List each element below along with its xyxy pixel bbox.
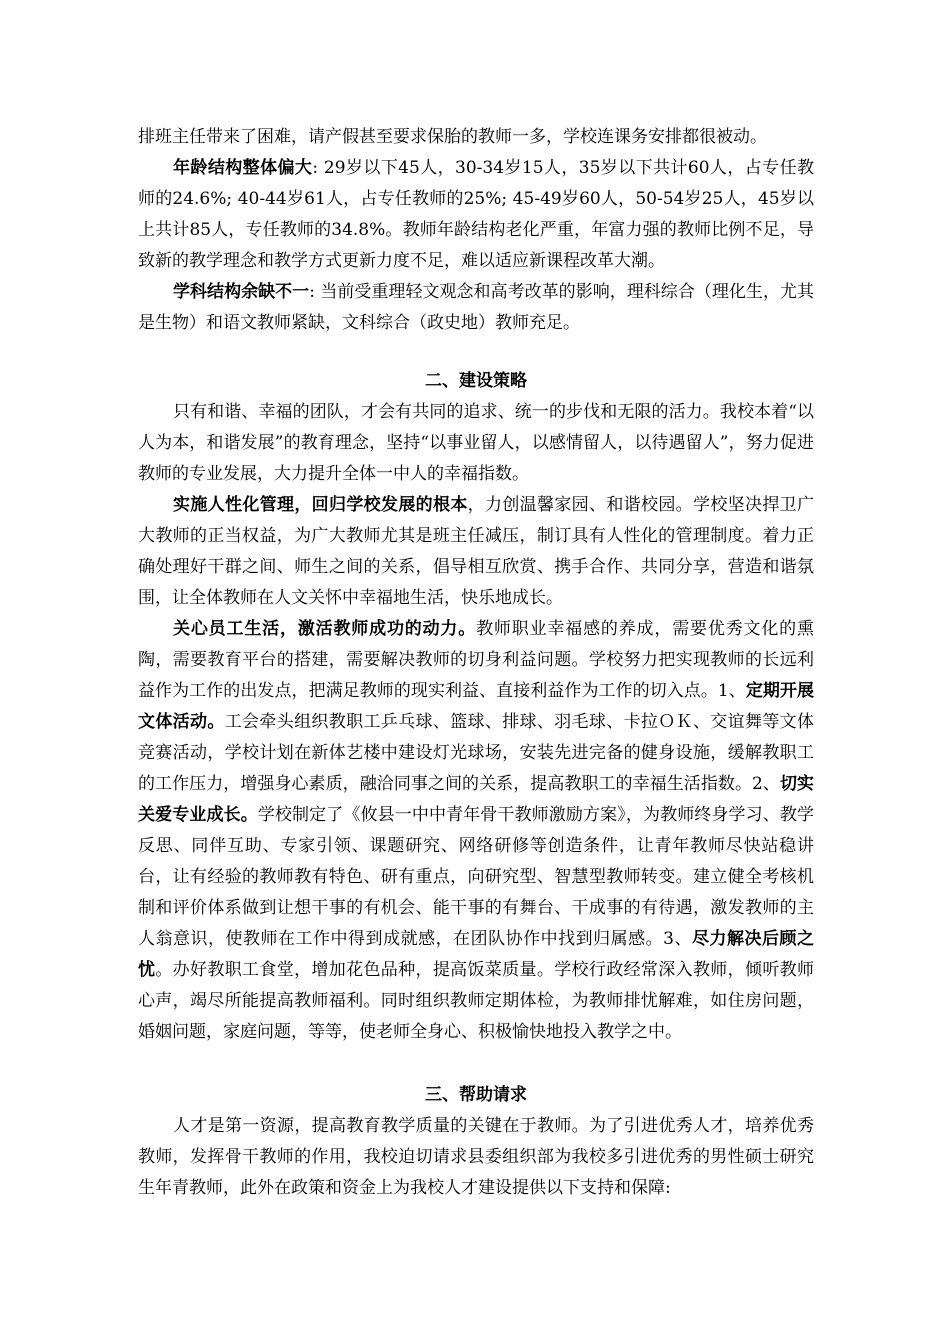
- worries-text: 。办好教职工食堂，增加花色品种，提高饭菜质量。学校行政经常深入教师，倾听教师心声，竭尽所能提高教师福利。同时组织教师定期体检，为教师排忧解难，如住房问题，婚姻问题，家庭问题，等等，使老师全身心、积极愉快地投入教学之中。: [138, 960, 814, 1042]
- humanized-management-lead: 实施人性化管理，回归学校发展的根本: [173, 495, 468, 515]
- intro-paragraph: [138, 122, 814, 153]
- humanized-management-paragraph: [138, 490, 814, 614]
- help-request-paragraph: [138, 1111, 814, 1204]
- help-request-text: 人才是第一资源，提高教育教学质量的关键在于教师。为了引进优秀人才，培养优秀教师，发挥骨干教师的作用，我校迫切请求县委组织部为我校多引进优秀的男性硕士研究生年青教师，此外在政策和资金上为我校人才建设提供以下支持和保障:: [138, 1116, 814, 1198]
- subject-structure-lead: 学科结构余缺不一: [173, 282, 310, 302]
- intro-text: 排班主任带来了困难，请产假甚至要求保胎的教师一多，学校连课务安排都很被动。: [138, 127, 767, 147]
- strategy-intro-paragraph: [138, 397, 814, 490]
- humanized-management-text: ，力创温馨家园、和谐校园。学校坚决捍卫广大教师的正当权益，为广大教师尤其是班主任减压，制订具有人性化的管理制度。着力正确处理好干群之间、师生之间的关系，倡导相互欣赏、携手合作、共同分享，营造和谐氛围，让全体教师在人文关怀中幸福地生活，快乐地成长。: [138, 495, 815, 608]
- staff-care-lead: 关心员工生活，激活教师成功的动力。: [173, 619, 477, 639]
- age-structure-lead: 年龄结构整体偏大: [173, 158, 313, 178]
- sports-activities-lead: 定期开展文体活动。: [138, 681, 814, 732]
- staff-care-paragraph: [138, 614, 814, 1048]
- subject-structure-text: : 当前受重理轻文观念和高考改革的影响，理科综合（理化生，尤其是生物）和语文教师紧缺，文科综合（政史地）教师充足。: [138, 282, 814, 333]
- document-body: [138, 122, 814, 1204]
- professional-growth-text: 学校制定了《攸县一中中青年骨干教师激励方案》，为教师终身学习、教学反思、同伴互助、专家引领、课题研究、网络研修等创造条件，让青年教师尽快站稳讲台，让有经验的教师教有特色、研有重点，向研究型、智慧型教师转变。建立健全考核机制和评价体系做到让想干事的有机会、能干事的有舞台、干成事的有待遇，激发教师的主人翁意识，使教师在工作中得到成就感，在团队协作中找到归属感。3、: [138, 805, 815, 949]
- worries-lead: 尽力解决后顾之忧: [138, 929, 814, 980]
- strategy-intro-text: 只有和谐、幸福的团队，才会有共同的追求、统一的步伐和无限的活力。我校本着“以人为本，和谐发展”的教育理念，坚持“以事业留人，以感情留人，以待遇留人”，努力促进教师的专业发展，大力提升全体一中人的幸福指数。: [138, 402, 814, 484]
- age-structure-paragraph: [138, 153, 814, 277]
- professional-growth-lead: 切实关爱专业成长。: [138, 774, 814, 825]
- section-heading-strategy: 二、建设策略: [425, 371, 527, 391]
- age-structure-text: : 29岁以下45人，30-34岁15人，35岁以下共计60人，占专任教师的24.6%; 40-44岁61人，占专任教师的25%; 45-49岁60人，50-54岁25人，45岁以上共计85人，专任教师的34.8%。教师年龄结构老化严重，年富力强的教师比例不足，导致新的教学理念和教学方式更新力度不足，难以适应新课程改革大潮。: [138, 158, 814, 271]
- section-heading-help-request: 三、帮助请求: [425, 1085, 527, 1105]
- subject-structure-paragraph: [138, 277, 814, 339]
- sports-activities-text: 工会牵头组织教职工乒乓球、篮球、排球、羽毛球、卡拉ＯＫ、交谊舞等文体竞赛活动，学校计划在新体艺楼中建设灯光球场，安装先进完备的健身设施，缓解教职工的工作压力，增强身心素质，融洽同事之间的关系，提高教职工的幸福生活指数。2、: [138, 712, 815, 794]
- staff-care-text: 教师职业幸福感的养成，需要优秀文化的熏陶，需要教育平台的搭建，需要解决教师的切身利益问题。学校努力把实现教师的长远利益作为工作的出发点，把满足教师的现实利益、直接利益作为工作的切入点。1、: [138, 619, 815, 701]
